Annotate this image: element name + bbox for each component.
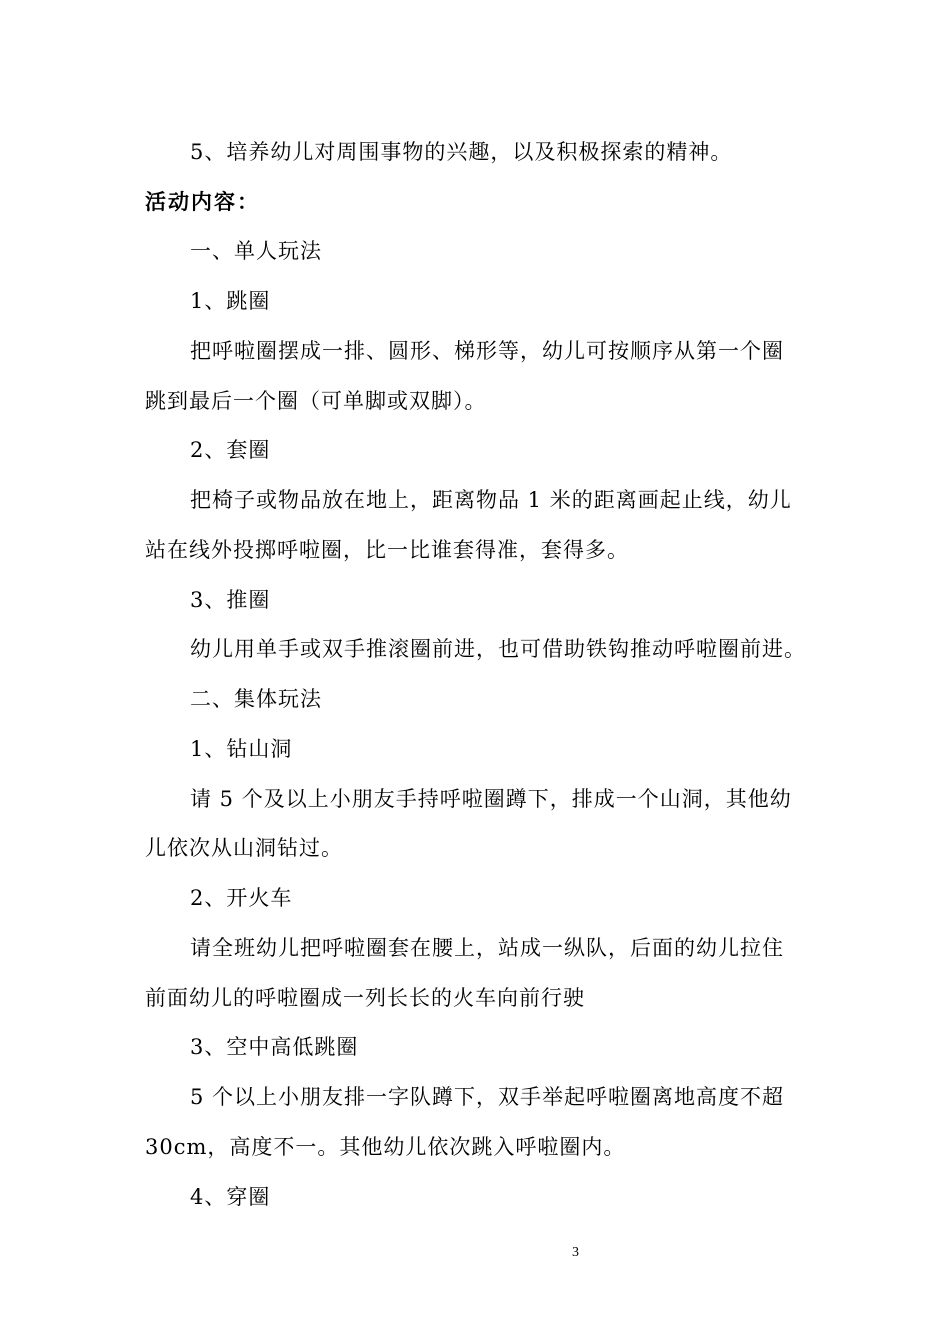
item-heading-high-low-jump: 3、空中高低跳圈: [190, 1035, 359, 1059]
paragraph-line: 30cm，高度不一。其他幼儿依次跳入呼啦圈内。: [145, 1135, 626, 1159]
item-heading-through-ring: 4、穿圈: [190, 1185, 271, 1209]
item-heading-cave: 1、钻山洞: [190, 737, 293, 761]
goal-item-5: 5、培养幼儿对周围事物的兴趣，以及积极探索的精神。: [190, 140, 733, 164]
page-number: 3: [572, 1245, 579, 1260]
paragraph-line: 把呼啦圈摆成一排、圆形、梯形等，幼儿可按顺序从第一个圈: [190, 339, 784, 363]
item-heading-push-ring: 3、推圈: [190, 588, 271, 612]
subheading-group-play: 二、集体玩法: [190, 687, 322, 711]
paragraph-line: 请全班幼儿把呼啦圈套在腰上，站成一纵队，后面的幼儿拉住: [190, 936, 784, 960]
item-heading-ring-toss: 2、套圈: [190, 438, 271, 462]
paragraph-line: 儿依次从山洞钻过。: [145, 836, 343, 860]
paragraph-line: 站在线外投掷呼啦圈，比一比谁套得准，套得多。: [145, 538, 629, 562]
section-heading-activity-content: 活动内容：: [145, 190, 260, 214]
paragraph-line: 幼儿用单手或双手推滚圈前进，也可借助铁钩推动呼啦圈前进。: [190, 637, 806, 661]
paragraph-line: 5 个以上小朋友排一字队蹲下，双手举起呼啦圈离地高度不超: [190, 1085, 785, 1109]
item-heading-train: 2、开火车: [190, 886, 293, 910]
subheading-single-play: 一、单人玩法: [190, 239, 322, 263]
item-heading-jump-ring: 1、跳圈: [190, 289, 271, 313]
paragraph-line: 前面幼儿的呼啦圈成一列长长的火车向前行驶: [145, 986, 585, 1010]
paragraph-line: 跳到最后一个圈（可单脚或双脚）。: [145, 389, 487, 413]
paragraph-line: 请 5 个及以上小朋友手持呼啦圈蹲下，排成一个山洞，其他幼: [190, 787, 792, 811]
paragraph-line: 把椅子或物品放在地上，距离物品 1 米的距离画起止线，幼儿: [190, 488, 792, 512]
